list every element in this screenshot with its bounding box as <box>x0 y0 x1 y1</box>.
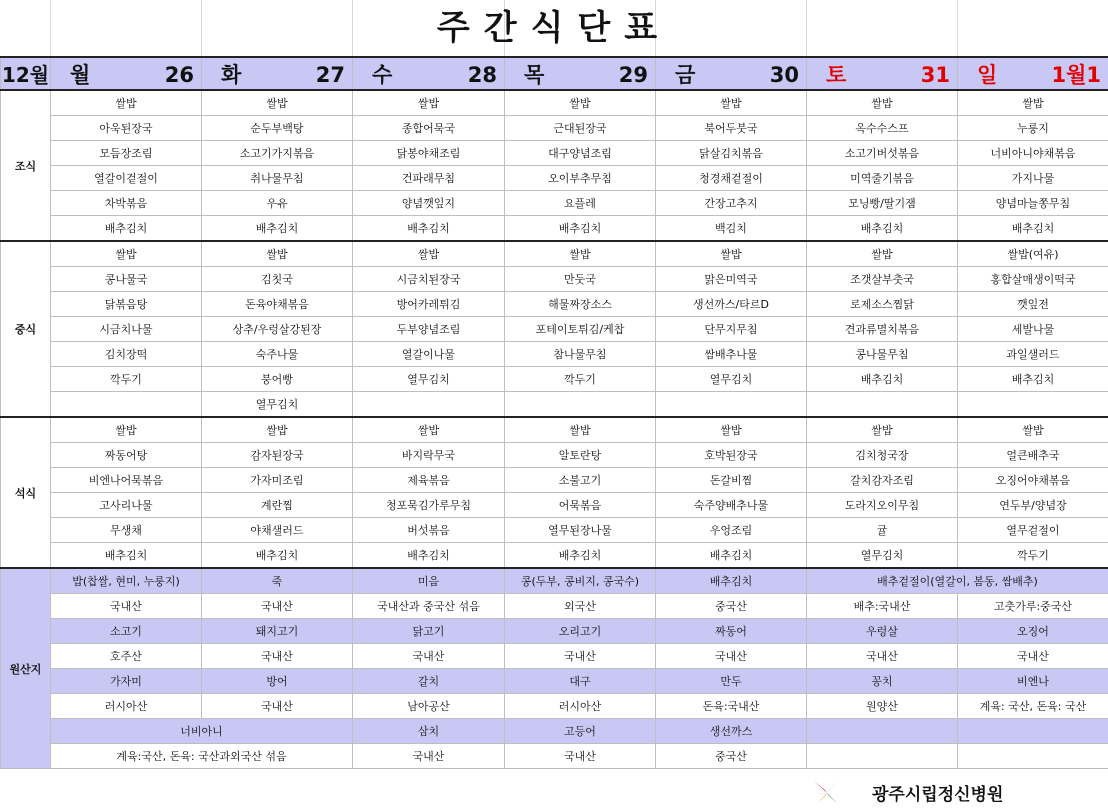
origin-cell: 미음 <box>353 568 505 594</box>
origin-cell: 죽 <box>202 568 353 594</box>
menu-row <box>1 518 1108 543</box>
origin-cell: 국내산과 중국산 섞음 <box>353 594 505 619</box>
menu-item: 어묵볶음 <box>505 493 656 518</box>
origin-cell: 배추김치 <box>656 568 807 594</box>
menu-item: 미역줄기볶음 <box>807 166 958 191</box>
origin-cell: 대구 <box>505 669 656 694</box>
menu-item: 깍두기 <box>958 543 1108 569</box>
menu-item: 배추김치 <box>807 367 958 392</box>
menu-item: 배추김치 <box>51 216 202 242</box>
origin-cell: 생선까스 <box>656 719 807 744</box>
hospital-logo-icon <box>812 777 842 807</box>
origin-cell: 러시아산 <box>505 694 656 719</box>
origin-cell: 중국산 <box>656 594 807 619</box>
origin-row <box>1 644 1108 669</box>
day-name: 월 <box>70 62 91 87</box>
menu-item: 로제소스찜닭 <box>807 292 958 317</box>
menu-item: 참나물무침 <box>505 342 656 367</box>
origin-cell: 원양산 <box>807 694 958 719</box>
menu-item: 바지락무국 <box>353 443 505 468</box>
menu-item: 배추김치 <box>505 216 656 242</box>
menu-item: 쌀밥 <box>807 417 958 443</box>
menu-row <box>1 216 1108 242</box>
origin-cell: 콩(두부, 콩비지, 콩국수) <box>505 568 656 594</box>
menu-item: 쌀밥 <box>505 417 656 443</box>
menu-item: 붕어빵 <box>202 367 353 392</box>
menu-item: 닭봉야채조림 <box>353 141 505 166</box>
origin-cell: 계육:국산, 돈육: 국산과외국산 섞음 <box>51 744 353 769</box>
menu-row <box>1 241 1108 267</box>
menu-item: 쌀밥 <box>353 241 505 267</box>
origin-cell: 국내산 <box>202 594 353 619</box>
origin-cell: 국내산 <box>51 594 202 619</box>
day-date: 30 <box>769 62 799 87</box>
menu-item: 돈갈비찜 <box>656 468 807 493</box>
origin-cell: 계육: 국산, 돈육: 국산 <box>958 694 1108 719</box>
day-date: 31 <box>920 62 950 87</box>
origin-cell: 국내산 <box>353 644 505 669</box>
menu-item: 열무김치 <box>202 392 353 418</box>
menu-item: 우엉조림 <box>656 518 807 543</box>
menu-item: 도라지오이무침 <box>807 493 958 518</box>
origin-row <box>1 594 1108 619</box>
day-header-cell <box>958 57 1108 90</box>
menu-row <box>1 543 1108 569</box>
menu-item: 모닝빵/딸기잼 <box>807 191 958 216</box>
menu-item: 소고기가지볶음 <box>202 141 353 166</box>
menu-row <box>1 191 1108 216</box>
menu-item: 쌀밥 <box>807 90 958 116</box>
origin-cell: 국내산 <box>505 744 656 769</box>
origin-cell: 갈치 <box>353 669 505 694</box>
menu-item: 쌀밥 <box>505 241 656 267</box>
origin-cell: 우렁살 <box>807 619 958 644</box>
menu-row <box>1 443 1108 468</box>
menu-item: 시금치된장국 <box>353 267 505 292</box>
origin-cell: 가자미 <box>51 669 202 694</box>
menu-item: 김치장떡 <box>51 342 202 367</box>
meal-label: 조식 <box>1 90 51 241</box>
day-header-cell <box>807 57 958 90</box>
menu-item: 쌀밥 <box>505 90 656 116</box>
menu-item: 해물짜장소스 <box>505 292 656 317</box>
menu-item <box>505 392 656 418</box>
menu-item: 북어두붓국 <box>656 116 807 141</box>
menu-item: 제육볶음 <box>353 468 505 493</box>
menu-item: 취나물무침 <box>202 166 353 191</box>
menu-item: 깍두기 <box>505 367 656 392</box>
menu-row <box>1 493 1108 518</box>
menu-row <box>1 417 1108 443</box>
menu-item: 쌀밥 <box>656 241 807 267</box>
origin-row <box>1 568 1108 594</box>
menu-item: 옥수수스프 <box>807 116 958 141</box>
menu-item: 연두부/양념장 <box>958 493 1108 518</box>
menu-item: 견과류멸치볶음 <box>807 317 958 342</box>
menu-item: 양념마늘쫑무침 <box>958 191 1108 216</box>
menu-item: 맑은미역국 <box>656 267 807 292</box>
origin-cell: 고등어 <box>505 719 656 744</box>
menu-item: 콩나물국 <box>51 267 202 292</box>
menu-item: 백김치 <box>656 216 807 242</box>
menu-item: 귤 <box>807 518 958 543</box>
menu-item: 쌀밥 <box>807 241 958 267</box>
origin-cell <box>958 719 1108 744</box>
menu-item: 고사리나물 <box>51 493 202 518</box>
menu-item: 배추김치 <box>202 216 353 242</box>
menu-item: 방어카레튀김 <box>353 292 505 317</box>
menu-item: 순두부백탕 <box>202 116 353 141</box>
menu-row <box>1 166 1108 191</box>
menu-item: 포테이토튀김/케찹 <box>505 317 656 342</box>
menu-item: 쌀밥 <box>958 417 1108 443</box>
day-date: 1월1 <box>1051 62 1101 87</box>
day-header-cell <box>656 57 807 90</box>
menu-item: 알토란탕 <box>505 443 656 468</box>
menu-item: 감자된장국 <box>202 443 353 468</box>
menu-item: 쌀밥 <box>202 241 353 267</box>
menu-item: 열무된장나물 <box>505 518 656 543</box>
menu-item: 만둣국 <box>505 267 656 292</box>
origin-cell: 국내산 <box>202 644 353 669</box>
menu-item: 쌀밥 <box>656 90 807 116</box>
meal-label: 중식 <box>1 241 51 417</box>
hospital-name: 광주시립정신병원 <box>872 785 1004 805</box>
origin-cell: 방어 <box>202 669 353 694</box>
origin-cell: 국내산 <box>353 744 505 769</box>
menu-item: 갈치감자조림 <box>807 468 958 493</box>
origin-cell <box>807 744 958 769</box>
menu-item: 깍두기 <box>51 367 202 392</box>
menu-item: 배추김치 <box>958 216 1108 242</box>
day-name: 토 <box>826 62 847 87</box>
origin-cell: 국내산 <box>656 644 807 669</box>
menu-item: 쌀밥 <box>958 90 1108 116</box>
menu-item: 열무겉절이 <box>958 518 1108 543</box>
menu-item: 콩나물무침 <box>807 342 958 367</box>
menu-item <box>958 392 1108 418</box>
menu-item: 오징어야채볶음 <box>958 468 1108 493</box>
origin-cell: 삼치 <box>353 719 505 744</box>
origin-row <box>1 719 1108 744</box>
menu-item: 배추김치 <box>353 543 505 569</box>
origin-cell <box>807 719 958 744</box>
origin-cell: 밥(찹쌀, 현미, 누룽지) <box>51 568 202 594</box>
menu-row <box>1 342 1108 367</box>
menu-row <box>1 468 1108 493</box>
menu-item: 건파래무침 <box>353 166 505 191</box>
menu-item: 열무김치 <box>353 367 505 392</box>
origin-cell: 닭고기 <box>353 619 505 644</box>
menu-item: 가지나물 <box>958 166 1108 191</box>
menu-item: 소불고기 <box>505 468 656 493</box>
menu-item: 배추김치 <box>505 543 656 569</box>
menu-item: 깻잎전 <box>958 292 1108 317</box>
menu-item: 상추/우렁살강된장 <box>202 317 353 342</box>
menu-row <box>1 267 1108 292</box>
origin-cell: 남아공산 <box>353 694 505 719</box>
menu-item: 열갈이겉절이 <box>51 166 202 191</box>
menu-table <box>0 56 1108 769</box>
menu-item: 호박된장국 <box>656 443 807 468</box>
menu-item: 우유 <box>202 191 353 216</box>
menu-item: 오이부추무침 <box>505 166 656 191</box>
day-name: 일 <box>977 62 998 87</box>
origin-cell <box>958 744 1108 769</box>
menu-item: 숙주양배추나물 <box>656 493 807 518</box>
menu-item: 김치청국장 <box>807 443 958 468</box>
month-cell: 12월 <box>1 57 51 90</box>
menu-row <box>1 292 1108 317</box>
day-header-row <box>1 57 1108 90</box>
meal-label: 석식 <box>1 417 51 568</box>
day-date: 26 <box>164 62 194 87</box>
menu-item: 돈육야채볶음 <box>202 292 353 317</box>
menu-item: 짜동어탕 <box>51 443 202 468</box>
day-name: 화 <box>221 62 242 87</box>
menu-item: 요플레 <box>505 191 656 216</box>
menu-item: 양념깻잎지 <box>353 191 505 216</box>
origin-label: 원산지 <box>1 568 51 769</box>
menu-item: 닭볶음탕 <box>51 292 202 317</box>
menu-item: 계란찜 <box>202 493 353 518</box>
origin-row <box>1 669 1108 694</box>
menu-item: 배추김치 <box>202 543 353 569</box>
menu-item: 배추김치 <box>807 216 958 242</box>
menu-item: 열무김치 <box>807 543 958 569</box>
menu-item: 닭살김치볶음 <box>656 141 807 166</box>
menu-item: 아욱된장국 <box>51 116 202 141</box>
menu-item: 소고기버섯볶음 <box>807 141 958 166</box>
menu-item: 쌈배추나물 <box>656 342 807 367</box>
origin-cell: 소고기 <box>51 619 202 644</box>
menu-item: 두부양념조림 <box>353 317 505 342</box>
origin-cell: 중국산 <box>656 744 807 769</box>
menu-item <box>656 392 807 418</box>
menu-item: 조갯살부춧국 <box>807 267 958 292</box>
menu-item: 청포묵김가루무침 <box>353 493 505 518</box>
menu-item: 배추김치 <box>656 543 807 569</box>
menu-item: 야채샐러드 <box>202 518 353 543</box>
day-name: 수 <box>372 62 393 87</box>
menu-item: 모듬장조림 <box>51 141 202 166</box>
menu-item: 너비아니야채볶음 <box>958 141 1108 166</box>
menu-item: 배추김치 <box>353 216 505 242</box>
origin-cell: 국내산 <box>807 644 958 669</box>
menu-item: 쌀밥 <box>656 417 807 443</box>
day-header-cell <box>505 57 656 90</box>
menu-item: 과일샐러드 <box>958 342 1108 367</box>
origin-cell: 비엔나 <box>958 669 1108 694</box>
menu-row <box>1 392 1108 418</box>
menu-item: 쌀밥 <box>202 417 353 443</box>
origin-row <box>1 694 1108 719</box>
origin-cell: 국내산 <box>505 644 656 669</box>
origin-row <box>1 744 1108 769</box>
menu-item: 청경채겉절이 <box>656 166 807 191</box>
menu-item: 쌀밥 <box>202 90 353 116</box>
day-name: 금 <box>675 62 696 87</box>
menu-item: 종합어묵국 <box>353 116 505 141</box>
day-header-cell <box>202 57 353 90</box>
menu-row <box>1 116 1108 141</box>
menu-item: 가자미조림 <box>202 468 353 493</box>
menu-item: 쌀밥 <box>51 241 202 267</box>
origin-cell: 고춧가루:중국산 <box>958 594 1108 619</box>
menu-item: 열갈이나물 <box>353 342 505 367</box>
origin-cell: 돈육:국내산 <box>656 694 807 719</box>
menu-item: 간장고추지 <box>656 191 807 216</box>
menu-item: 열무김치 <box>656 367 807 392</box>
day-date: 29 <box>618 62 648 87</box>
origin-cell: 외국산 <box>505 594 656 619</box>
menu-item: 숙주나물 <box>202 342 353 367</box>
origin-cell: 호주산 <box>51 644 202 669</box>
menu-item: 생선까스/타르D <box>656 292 807 317</box>
origin-cell: 꽁치 <box>807 669 958 694</box>
menu-item: 홍합살매생이떡국 <box>958 267 1108 292</box>
menu-item: 배추김치 <box>51 543 202 569</box>
origin-cell: 국내산 <box>202 694 353 719</box>
menu-item <box>807 392 958 418</box>
origin-cell: 짜동어 <box>656 619 807 644</box>
menu-item: 쌀밥 <box>353 90 505 116</box>
day-name: 목 <box>524 62 545 87</box>
origin-cell: 만두 <box>656 669 807 694</box>
origin-cell: 러시아산 <box>51 694 202 719</box>
menu-item: 대구양념조림 <box>505 141 656 166</box>
menu-item: 무생채 <box>51 518 202 543</box>
origin-cell: 배추겉절이(열갈이, 봄동, 쌈배추) <box>807 568 1108 594</box>
day-header-cell <box>51 57 202 90</box>
origin-cell: 국내산 <box>958 644 1108 669</box>
menu-row <box>1 317 1108 342</box>
origin-cell: 배추:국내산 <box>807 594 958 619</box>
menu-item <box>51 392 202 418</box>
menu-item: 세발나물 <box>958 317 1108 342</box>
menu-item: 버섯볶음 <box>353 518 505 543</box>
menu-item: 차박볶음 <box>51 191 202 216</box>
menu-item: 배추김치 <box>958 367 1108 392</box>
origin-cell: 오징어 <box>958 619 1108 644</box>
origin-cell: 오리고기 <box>505 619 656 644</box>
menu-item <box>353 392 505 418</box>
day-header-cell <box>353 57 505 90</box>
menu-item: 얼큰배추국 <box>958 443 1108 468</box>
page-title: 주간식단표 <box>436 8 672 48</box>
origin-cell: 돼지고기 <box>202 619 353 644</box>
day-date: 28 <box>467 62 497 87</box>
menu-row <box>1 90 1108 116</box>
menu-item: 단무지무침 <box>656 317 807 342</box>
day-date: 27 <box>315 62 345 87</box>
menu-item: 누룽지 <box>958 116 1108 141</box>
menu-item: 쌀밥 <box>353 417 505 443</box>
menu-item: 시금치나물 <box>51 317 202 342</box>
menu-item: 김칫국 <box>202 267 353 292</box>
menu-item: 비엔나어묵볶음 <box>51 468 202 493</box>
origin-row <box>1 619 1108 644</box>
menu-item: 근대된장국 <box>505 116 656 141</box>
menu-item: 쌀밥 <box>51 90 202 116</box>
menu-row <box>1 141 1108 166</box>
menu-row <box>1 367 1108 392</box>
menu-item: 쌀밥 <box>51 417 202 443</box>
menu-item: 쌀밥(여유) <box>958 241 1108 267</box>
origin-cell: 너비아니 <box>51 719 353 744</box>
